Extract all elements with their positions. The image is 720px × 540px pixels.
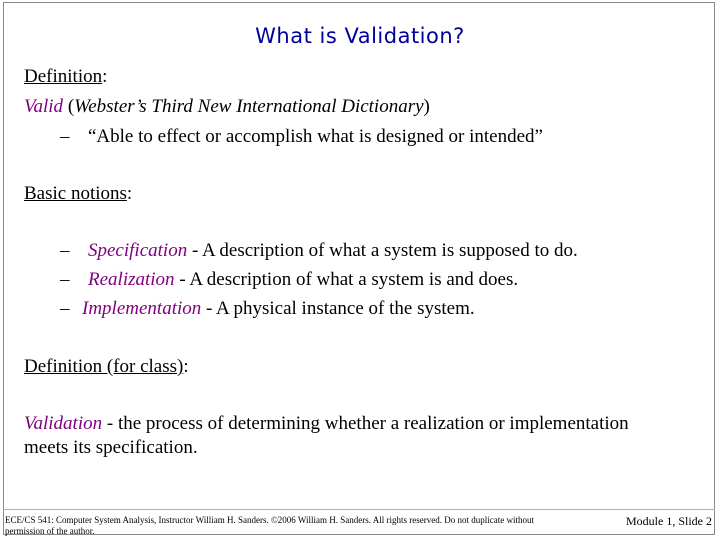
notion-text: - A description of what a system is supposed to do. — [187, 240, 578, 261]
notion-text: - A physical instance of the system. — [201, 298, 475, 319]
definition-heading-line — [24, 66, 107, 88]
notion-text: - A description of what a system is and does. — [174, 269, 519, 290]
validation-text-continued: meets its specification. — [24, 437, 198, 458]
basic-notions-colon: : — [126, 183, 133, 204]
validation-text: - the process of determining whether a realization or implementation — [102, 413, 629, 434]
notion-term: Specification — [88, 240, 188, 261]
notion-dash: – — [60, 269, 70, 290]
class-definition-colon: : — [183, 356, 189, 377]
notion-term: Implementation — [82, 298, 202, 319]
notion-dash: – — [60, 240, 70, 261]
validation-term: Validation — [24, 413, 103, 434]
quote-line — [60, 126, 543, 148]
definition-quote: “Able to effect or accomplish what is designed or intended” — [88, 126, 543, 147]
basic-notions-heading: Basic notions — [24, 183, 127, 204]
valid-line — [24, 96, 430, 118]
valid-close-paren: ) — [423, 96, 430, 117]
slide-number: Module 1, Slide 2 — [626, 514, 712, 528]
notion-dash: – — [60, 298, 70, 319]
class-definition-heading-line — [24, 356, 189, 378]
valid-open-paren: ( — [63, 96, 75, 117]
notion-item-specification — [60, 240, 578, 262]
quote-dash: – — [60, 126, 70, 147]
notion-item-implementation — [60, 298, 475, 320]
definition-heading: Definition — [24, 66, 103, 87]
definition-colon: : — [102, 66, 108, 87]
basic-notions-heading-line — [24, 183, 132, 205]
footer-divider — [3, 509, 715, 510]
slide-title: What is Validation? — [255, 24, 465, 48]
footer-copyright: ECE/CS 541: Computer System Analysis, Instructor William H. Sanders. ©2006 William H. Sanders. All rights reserved. Do not duplicate without permission of the author. — [5, 515, 534, 536]
dictionary-source: Webster’s Third New International Dictionary — [74, 96, 424, 117]
validation-line-2 — [24, 437, 198, 459]
notion-item-realization — [60, 269, 518, 291]
valid-term: Valid — [24, 96, 64, 117]
notion-term: Realization — [88, 269, 175, 290]
class-definition-heading: Definition (for class) — [24, 356, 184, 377]
validation-line-1 — [24, 413, 629, 435]
